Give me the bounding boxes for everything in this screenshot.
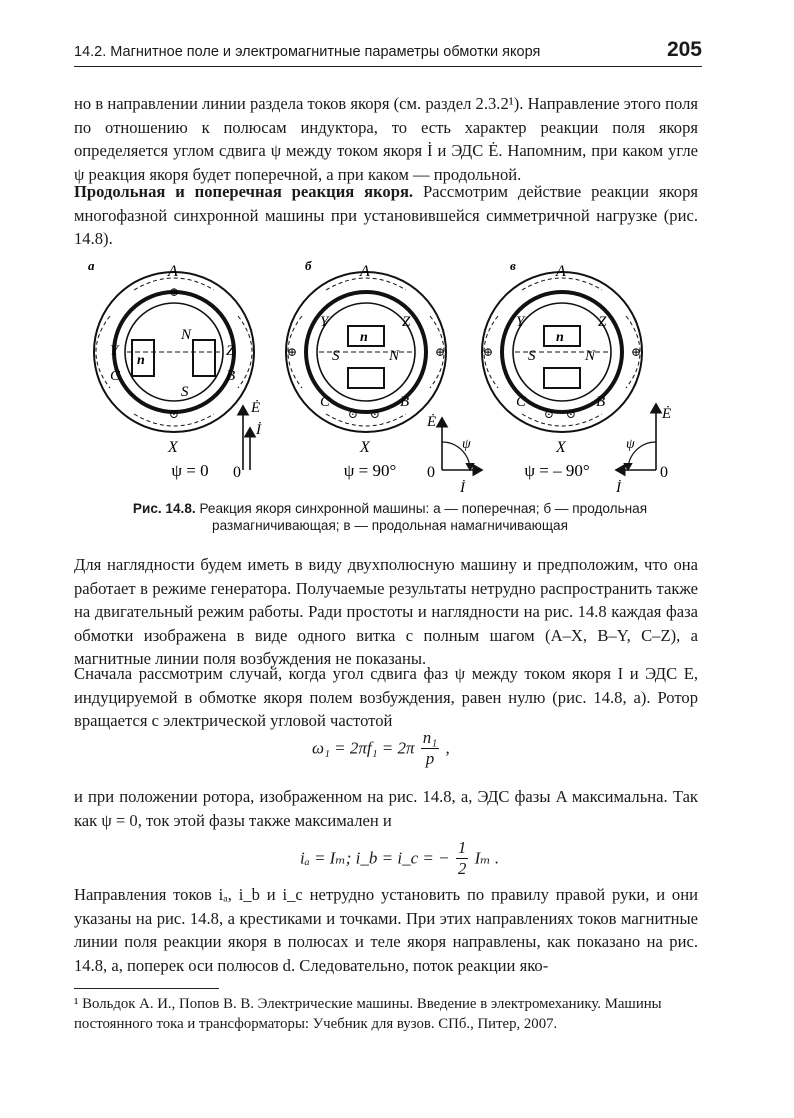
- svg-text:ψ = 90°: ψ = 90°: [343, 461, 397, 480]
- svg-text:X: X: [360, 439, 370, 456]
- section-title: 14.2. Магнитное поле и электромагнитные параметры обмотки якоря: [74, 44, 541, 60]
- figure-caption: [110, 500, 670, 534]
- svg-text:ψ = 0: ψ = 0: [171, 461, 209, 480]
- svg-text:X: X: [556, 439, 566, 456]
- svg-text:Ė: Ė: [251, 400, 261, 416]
- svg-text:C: C: [110, 368, 121, 384]
- svg-text:в: в: [510, 258, 516, 273]
- svg-text:⊕: ⊕: [287, 345, 298, 359]
- caption-text: Реакция якоря синхронной машины: а — поперечная; б — продольная размагничивающая; в — продольная намагничивающая: [195, 501, 648, 533]
- formula-currents: iₐ = Iₘ; i_b = i_c = − $\frac{1}{2}$ Iₘ .: [300, 838, 500, 878]
- svg-text:A: A: [556, 263, 566, 280]
- panel-a: [88, 258, 262, 481]
- svg-text:n: n: [137, 353, 145, 368]
- svg-text:ψ: ψ: [462, 437, 471, 452]
- svg-text:Z: Z: [598, 314, 607, 330]
- svg-text:A: A: [168, 263, 178, 280]
- svg-text:⊙: ⊙: [370, 407, 381, 421]
- caption-label: Рис. 14.8.: [132, 501, 196, 516]
- formula-omega: ω₁ = 2πf₁ = 2π $\frac{\text{n₁}}{p}$ ,: [312, 728, 450, 768]
- svg-text:S: S: [181, 384, 189, 400]
- dot-marker: ⊙: [169, 407, 180, 421]
- svg-text:n: n: [360, 330, 368, 345]
- figure-14-8: [80, 256, 700, 498]
- paragraph-5: и при положении ротора, изображенном на рис. 14.8, а, ЭДС фазы A максимальна. Так как ψ = 0, ток этой фазы также максимален и: [74, 787, 698, 830]
- svg-text:б: б: [305, 258, 312, 273]
- svg-text:X: X: [168, 439, 178, 456]
- svg-text:ψ: ψ: [626, 437, 635, 452]
- svg-text:N: N: [181, 327, 192, 343]
- svg-text:S: S: [332, 348, 340, 364]
- svg-text:İ: İ: [616, 480, 621, 496]
- page-number: 205: [666, 38, 702, 61]
- svg-text:S: S: [528, 348, 536, 364]
- svg-text:B: B: [596, 394, 606, 410]
- paragraph-2-text: Рассмотрим действие реакции якоря многофазной синхронной машины при установившейся симметричной нагрузке (рис. 14.8).: [74, 182, 698, 248]
- footnote-rule: [74, 988, 219, 989]
- paragraph-4: Сначала рассмотрим случай, когда угол сдвига фаз ψ между током якоря I и ЭДС E, индуцируемой в обмотке якоря полем возбуждения, равен нулю (рис. 14.8, а). Ротор вращается с электрической угловой частотой: [74, 664, 698, 730]
- svg-text:⊕: ⊕: [631, 345, 642, 359]
- svg-text:B: B: [226, 368, 236, 384]
- svg-text:İ: İ: [256, 422, 261, 438]
- svg-text:Y: Y: [516, 314, 525, 330]
- svg-text:0: 0: [660, 464, 668, 481]
- svg-text:Z: Z: [402, 314, 411, 330]
- svg-text:Ė: Ė: [662, 406, 672, 422]
- paragraph-1: [74, 92, 698, 186]
- svg-text:n: n: [556, 330, 564, 345]
- cross-marker: ⊕: [169, 285, 180, 299]
- paragraph-2: [74, 180, 698, 251]
- svg-text:A: A: [360, 263, 370, 280]
- svg-text:0: 0: [427, 464, 435, 481]
- svg-text:ψ = – 90°: ψ = – 90°: [524, 461, 590, 480]
- svg-text:N: N: [389, 348, 400, 364]
- pole-right: [193, 340, 215, 376]
- panel-c: [482, 258, 671, 496]
- svg-text:Z: Z: [226, 343, 235, 359]
- svg-text:0: 0: [233, 464, 241, 481]
- svg-text:⊙: ⊙: [566, 407, 577, 421]
- panel-letter: а: [88, 258, 95, 273]
- subsection-heading: Продольная и поперечная реакция якоря.: [74, 182, 414, 201]
- svg-text:⊕: ⊕: [435, 345, 446, 359]
- pole-bottom: [348, 368, 384, 388]
- svg-text:Y: Y: [320, 314, 329, 330]
- paragraph-6: Направления токов iₐ, i_b и i_c нетрудно установить по правилу правой руки, и они указаны на рис. 14.8, а крестиками и точками. При этих направлениях токов магнитные линии поля реакции якоря в полюсах и теле якоря направлены, как показано на рис. 14.8, а, поперек оси полюсов d. Следовательно, поток реакции яко-: [74, 885, 698, 975]
- footnote: ¹ Вольдок А. И., Попов В. В. Электрические машины. Введение в электромеханику. Машины постоянного тока и трансформаторы: Учебник для вузов. СПб., Питер, 2007.: [74, 996, 662, 1032]
- svg-text:Ė: Ė: [427, 414, 437, 430]
- svg-text:İ: İ: [460, 480, 465, 496]
- svg-text:Y: Y: [110, 343, 119, 359]
- svg-text:⊙: ⊙: [544, 407, 555, 421]
- svg-text:N: N: [585, 348, 596, 364]
- svg-text:B: B: [400, 394, 410, 410]
- paragraph-1-text: но в направлении линии раздела токов якоря (см. раздел 2.3.2¹). Направление этого поля по отношению к полюсам индуктора, то есть характер реакции поля якоря определяется углом сдвига ψ между током якоря İ и ЭДС Ė. Напомним, при каком угле ψ реакция якоря будет поперечной, а при каком — продольной.: [74, 94, 698, 184]
- panel-b: [286, 258, 482, 496]
- svg-text:⊙: ⊙: [348, 407, 359, 421]
- svg-text:C: C: [516, 394, 527, 410]
- paragraph-3: Для наглядности будем иметь в виду двухполюсную машину и предположим, что она работает в режиме генератора. Получаемые результаты нетрудно распространить также на двигательный режим работы. Ради простоты и наглядности на рис. 14.8 каждая фаза обмотки изображена в виде одного витка с полным шагом (A–X, B–Y, C–Z), а магнитные линии поля возбуждения не показаны.: [74, 555, 698, 668]
- running-header: [74, 38, 702, 67]
- svg-text:C: C: [320, 394, 331, 410]
- svg-text:⊕: ⊕: [483, 345, 494, 359]
